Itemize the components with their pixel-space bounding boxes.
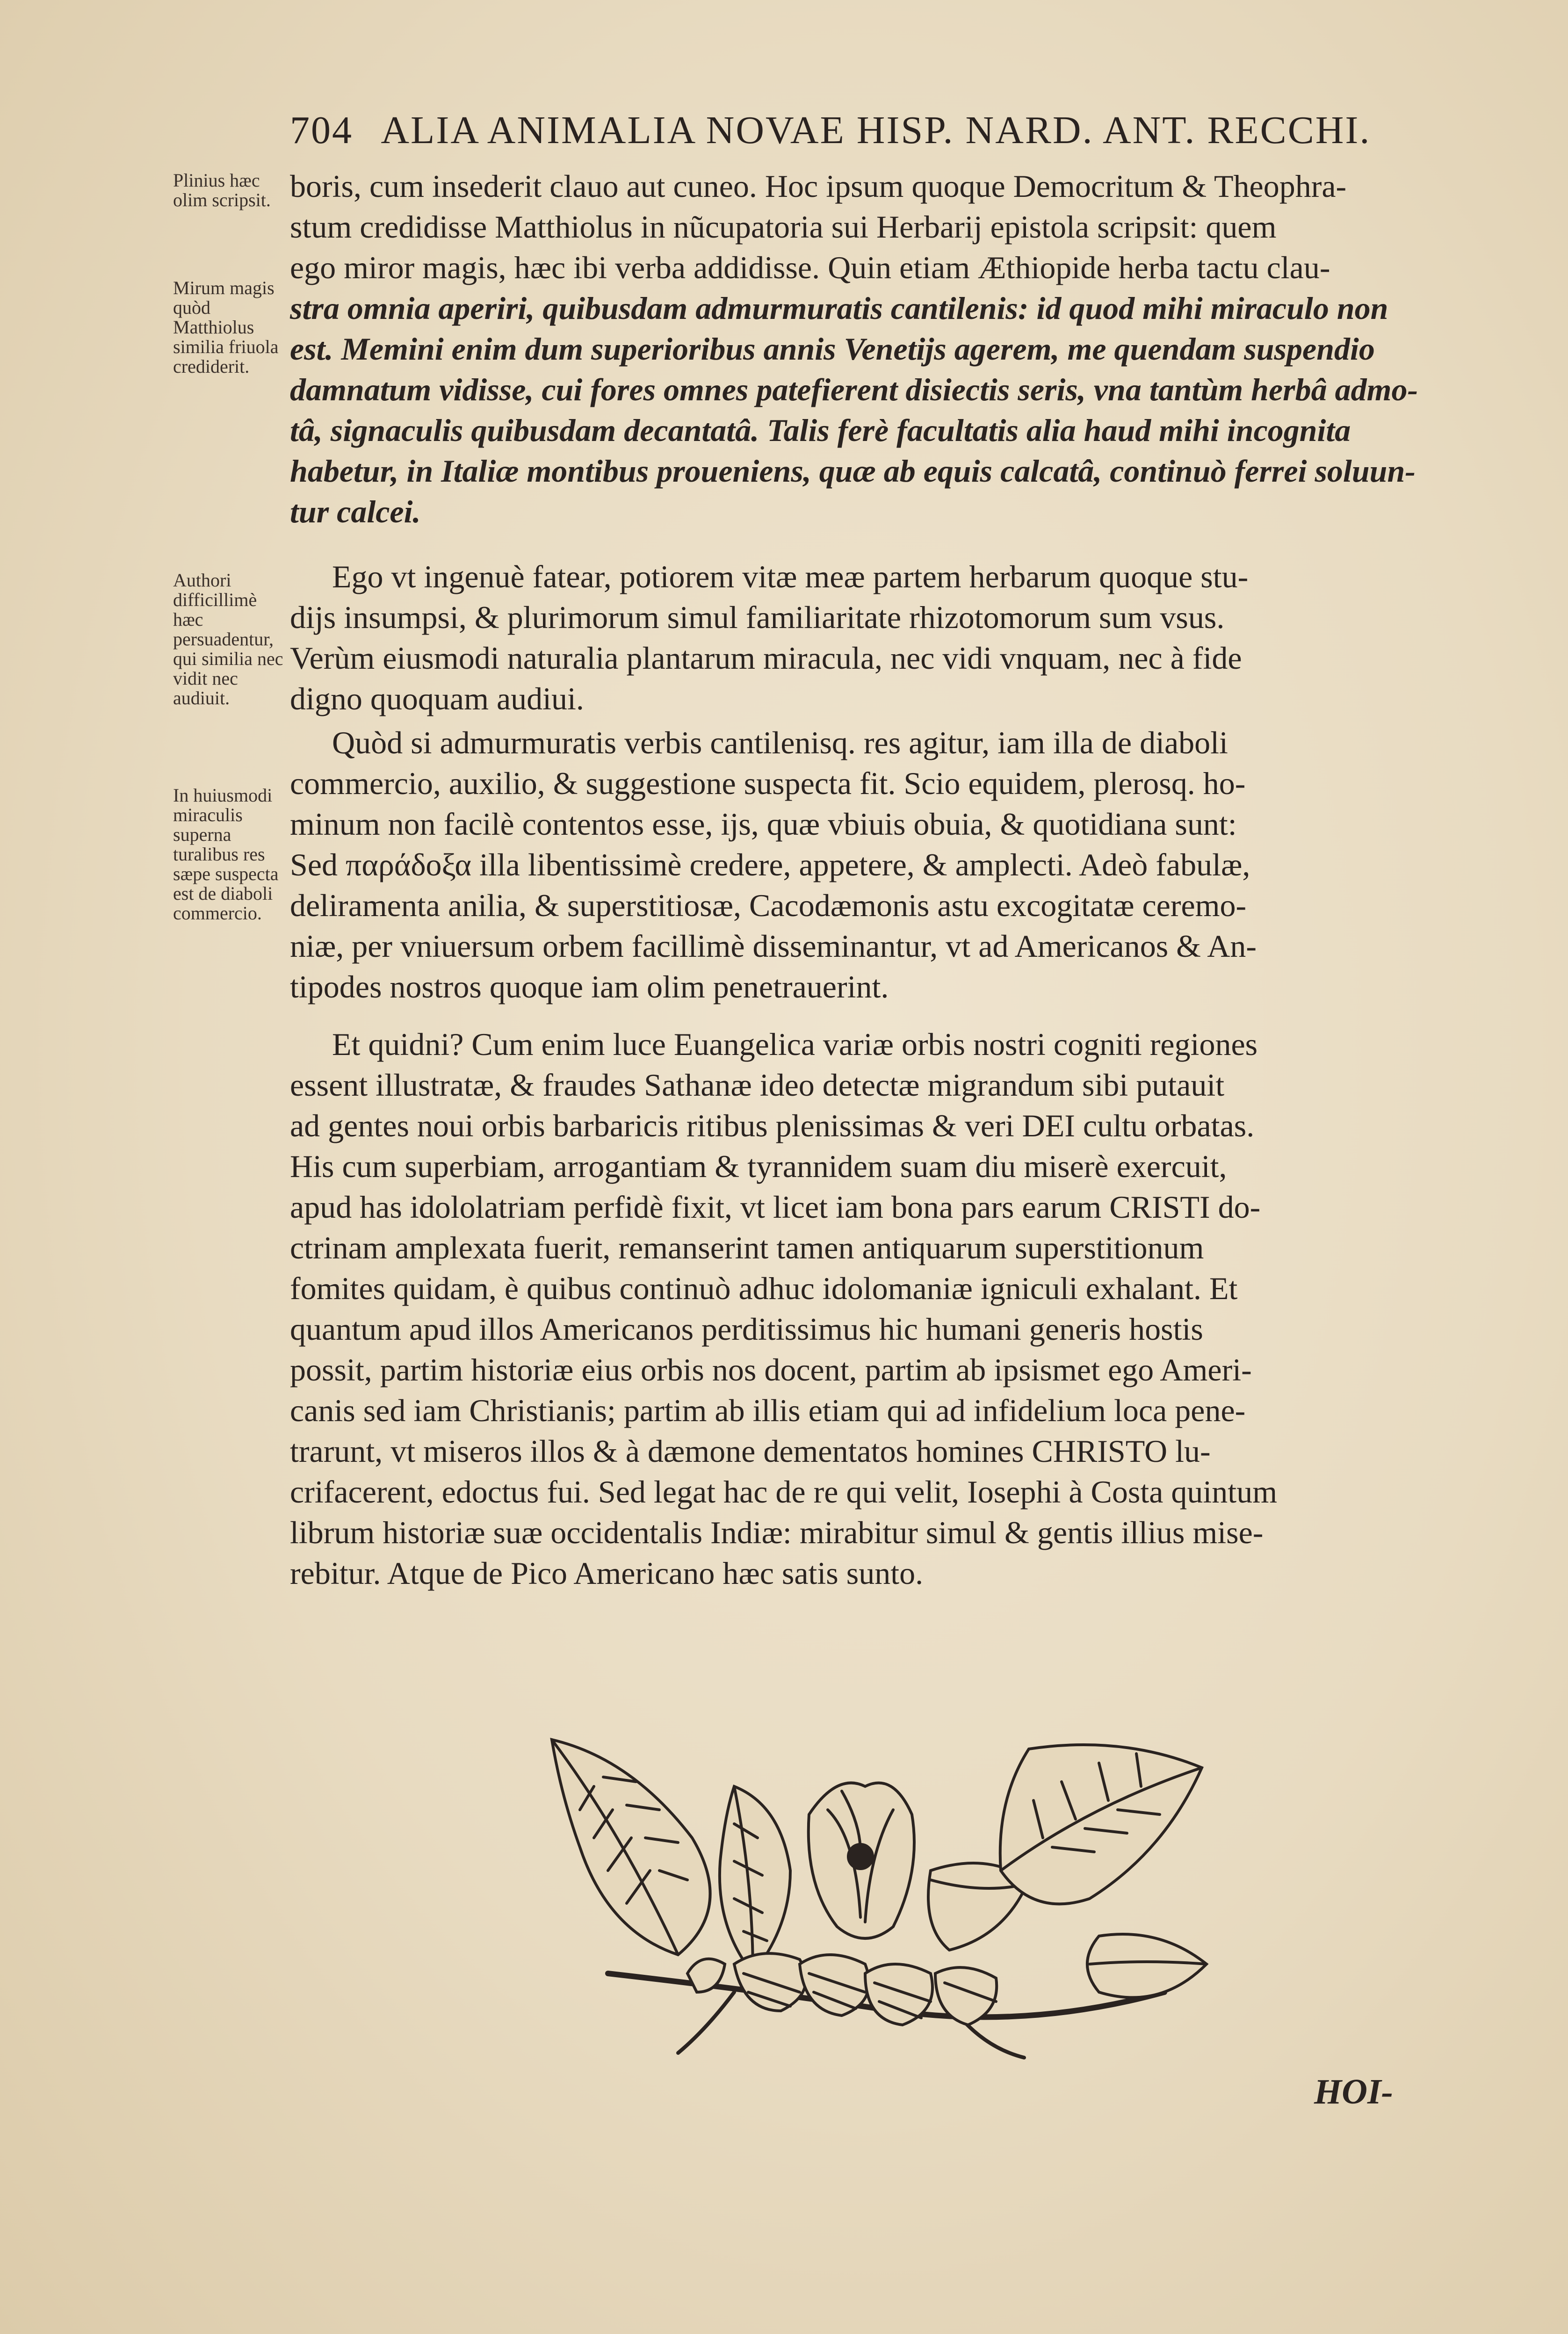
margin-note-author: Authori difficillimè hæc persuadentur, qui similia nec vidit nec audiuit.: [173, 570, 283, 708]
text-line: digno quoquam audiui.: [290, 681, 584, 716]
margin-note-matthiolus: Mirum magis quòd Matthiolus similia friuola crediderit.: [173, 277, 279, 377]
text-line: canis sed iam Christianis; partim ab illis etiam qui ad infidelium loca pene-: [290, 1393, 1246, 1428]
botanical-woodcut-illustration: [538, 1730, 1216, 2067]
text-line: ctrinam amplexata fuerit, remanserint tamen antiquarum superstitionum: [290, 1230, 1204, 1265]
text-line: trarunt, vt miseros illos & à dæmone dementatos homines CHRISTO lu-: [290, 1433, 1211, 1469]
margin-note-plinius: Plinius hæc olim scripsit.: [173, 170, 271, 210]
text-line: tâ, signaculis quibusdam decantatâ. Talis ferè facultatis alia haud mihi incognita: [290, 412, 1351, 448]
text-line: possit, partim historiæ eius orbis nos docent, partim ab ipsismet ego Ameri-: [290, 1352, 1252, 1387]
text-line: Sed παράδοξα illa libentissimè credere, appetere, & amplecti. Adeò fabulæ,: [290, 847, 1250, 882]
text-line: niæ, per vniuersum orbem facillimè disseminantur, vt ad Americanos & An-: [290, 928, 1257, 964]
paragraph-3: [290, 723, 1454, 1007]
text-line: quantum apud illos Americanos perditissimus hic humani generis hostis: [290, 1311, 1203, 1347]
text-line: librum historiæ suæ occidentalis Indiæ: mirabitur simul & gentis illius mise-: [290, 1515, 1264, 1550]
text-line: commercio, auxilio, & suggestione suspecta fit. Scio equidem, plerosq. ho-: [290, 766, 1246, 801]
text-line: Et quidni? Cum enim luce Euangelica variæ orbis nostri cogniti regiones: [332, 1026, 1258, 1062]
text-line: crifacerent, edoctus fui. Sed legat hac de re qui velit, Iosephi à Costa quintum: [290, 1474, 1278, 1510]
text-line: tur calcei.: [290, 494, 421, 529]
text-line: His cum superbiam, arrogantiam & tyrannidem suam diu miserè exercuit,: [290, 1149, 1227, 1184]
text-line: ad gentes noui orbis barbaricis ritibus plenissimas & veri DEI cultu orbatas.: [290, 1108, 1255, 1143]
text-line: boris, cum insederit clauo aut cuneo. Hoc ipsum quoque Democritum & Theophra-: [290, 168, 1347, 204]
running-title: ALIA ANIMALIA NOVAE HISP. NARD. ANT. RECCHI.: [381, 108, 1371, 152]
margin-note-diaboli: In huiusmodi miraculis superna turalibus res sæpe suspecta est de diaboli commercio.: [173, 785, 279, 924]
text-line: deliramenta anilia, & superstitiosæ, Cacodæmonis astu excogitatæ ceremo-: [290, 888, 1247, 923]
text-line: fomites quidam, è quibus continuò adhuc idolomaniæ igniculi exhalant. Et: [290, 1271, 1238, 1306]
text-line: stra omnia aperiri, quibusdam admurmuratis cantilenis: id quod mihi miraculo non: [290, 290, 1388, 326]
text-line: habetur, in Italiæ montibus proueniens, quæ ab equis calcatâ, continuò ferrei soluun-: [290, 453, 1416, 489]
text-line: dijs insumpsi, & plurimorum simul familiaritate rhizotomorum sum vsus.: [290, 600, 1225, 635]
text-line: Verùm eiusmodi naturalia plantarum miracula, nec vidi vnquam, nec à fide: [290, 640, 1242, 676]
text-line: apud has idololatriam perfidè fixit, vt licet iam bona pars earum CRISTI do-: [290, 1189, 1261, 1225]
text-line: ego miror magis, hæc ibi verba addidisse. Quin etiam Æthiopide herba tactu clau-: [290, 250, 1330, 285]
page-number: 704: [290, 108, 353, 152]
running-header: [290, 108, 1459, 153]
text-line: rebitur. Atque de Pico Americano hæc satis sunto.: [290, 1555, 924, 1591]
catchword: HOI-: [1314, 2072, 1393, 2111]
paragraph-4: [290, 1024, 1454, 1594]
paragraph-1: [290, 166, 1454, 532]
text-line: tipodes nostros quoque iam olim penetrauerint.: [290, 969, 889, 1004]
text-line: Quòd si admurmuratis verbis cantilenisq. res agitur, iam illa de diaboli: [332, 725, 1228, 760]
paragraph-2: [290, 556, 1454, 719]
text-line: essent illustratæ, & fraudes Sathanæ ideo detectæ migrandum sibi putauit: [290, 1067, 1225, 1103]
text-line: stum credidisse Matthiolus in nũcupatoria sui Herbarij epistola scripsit: quem: [290, 209, 1277, 245]
text-line: Ego vt ingenuè fatear, potiorem vitæ meæ partem herbarum quoque stu-: [332, 559, 1249, 594]
text-line: damnatum vidisse, cui fores omnes patefierent disiectis seris, vna tantùm herbâ admo-: [290, 372, 1418, 407]
text-line: est. Memini enim dum superioribus annis Venetijs agerem, me quendam suspendio: [290, 331, 1375, 367]
text-line: minum non facilè contentos esse, ijs, quæ vbiuis obuia, & quotidiana sunt:: [290, 806, 1237, 842]
